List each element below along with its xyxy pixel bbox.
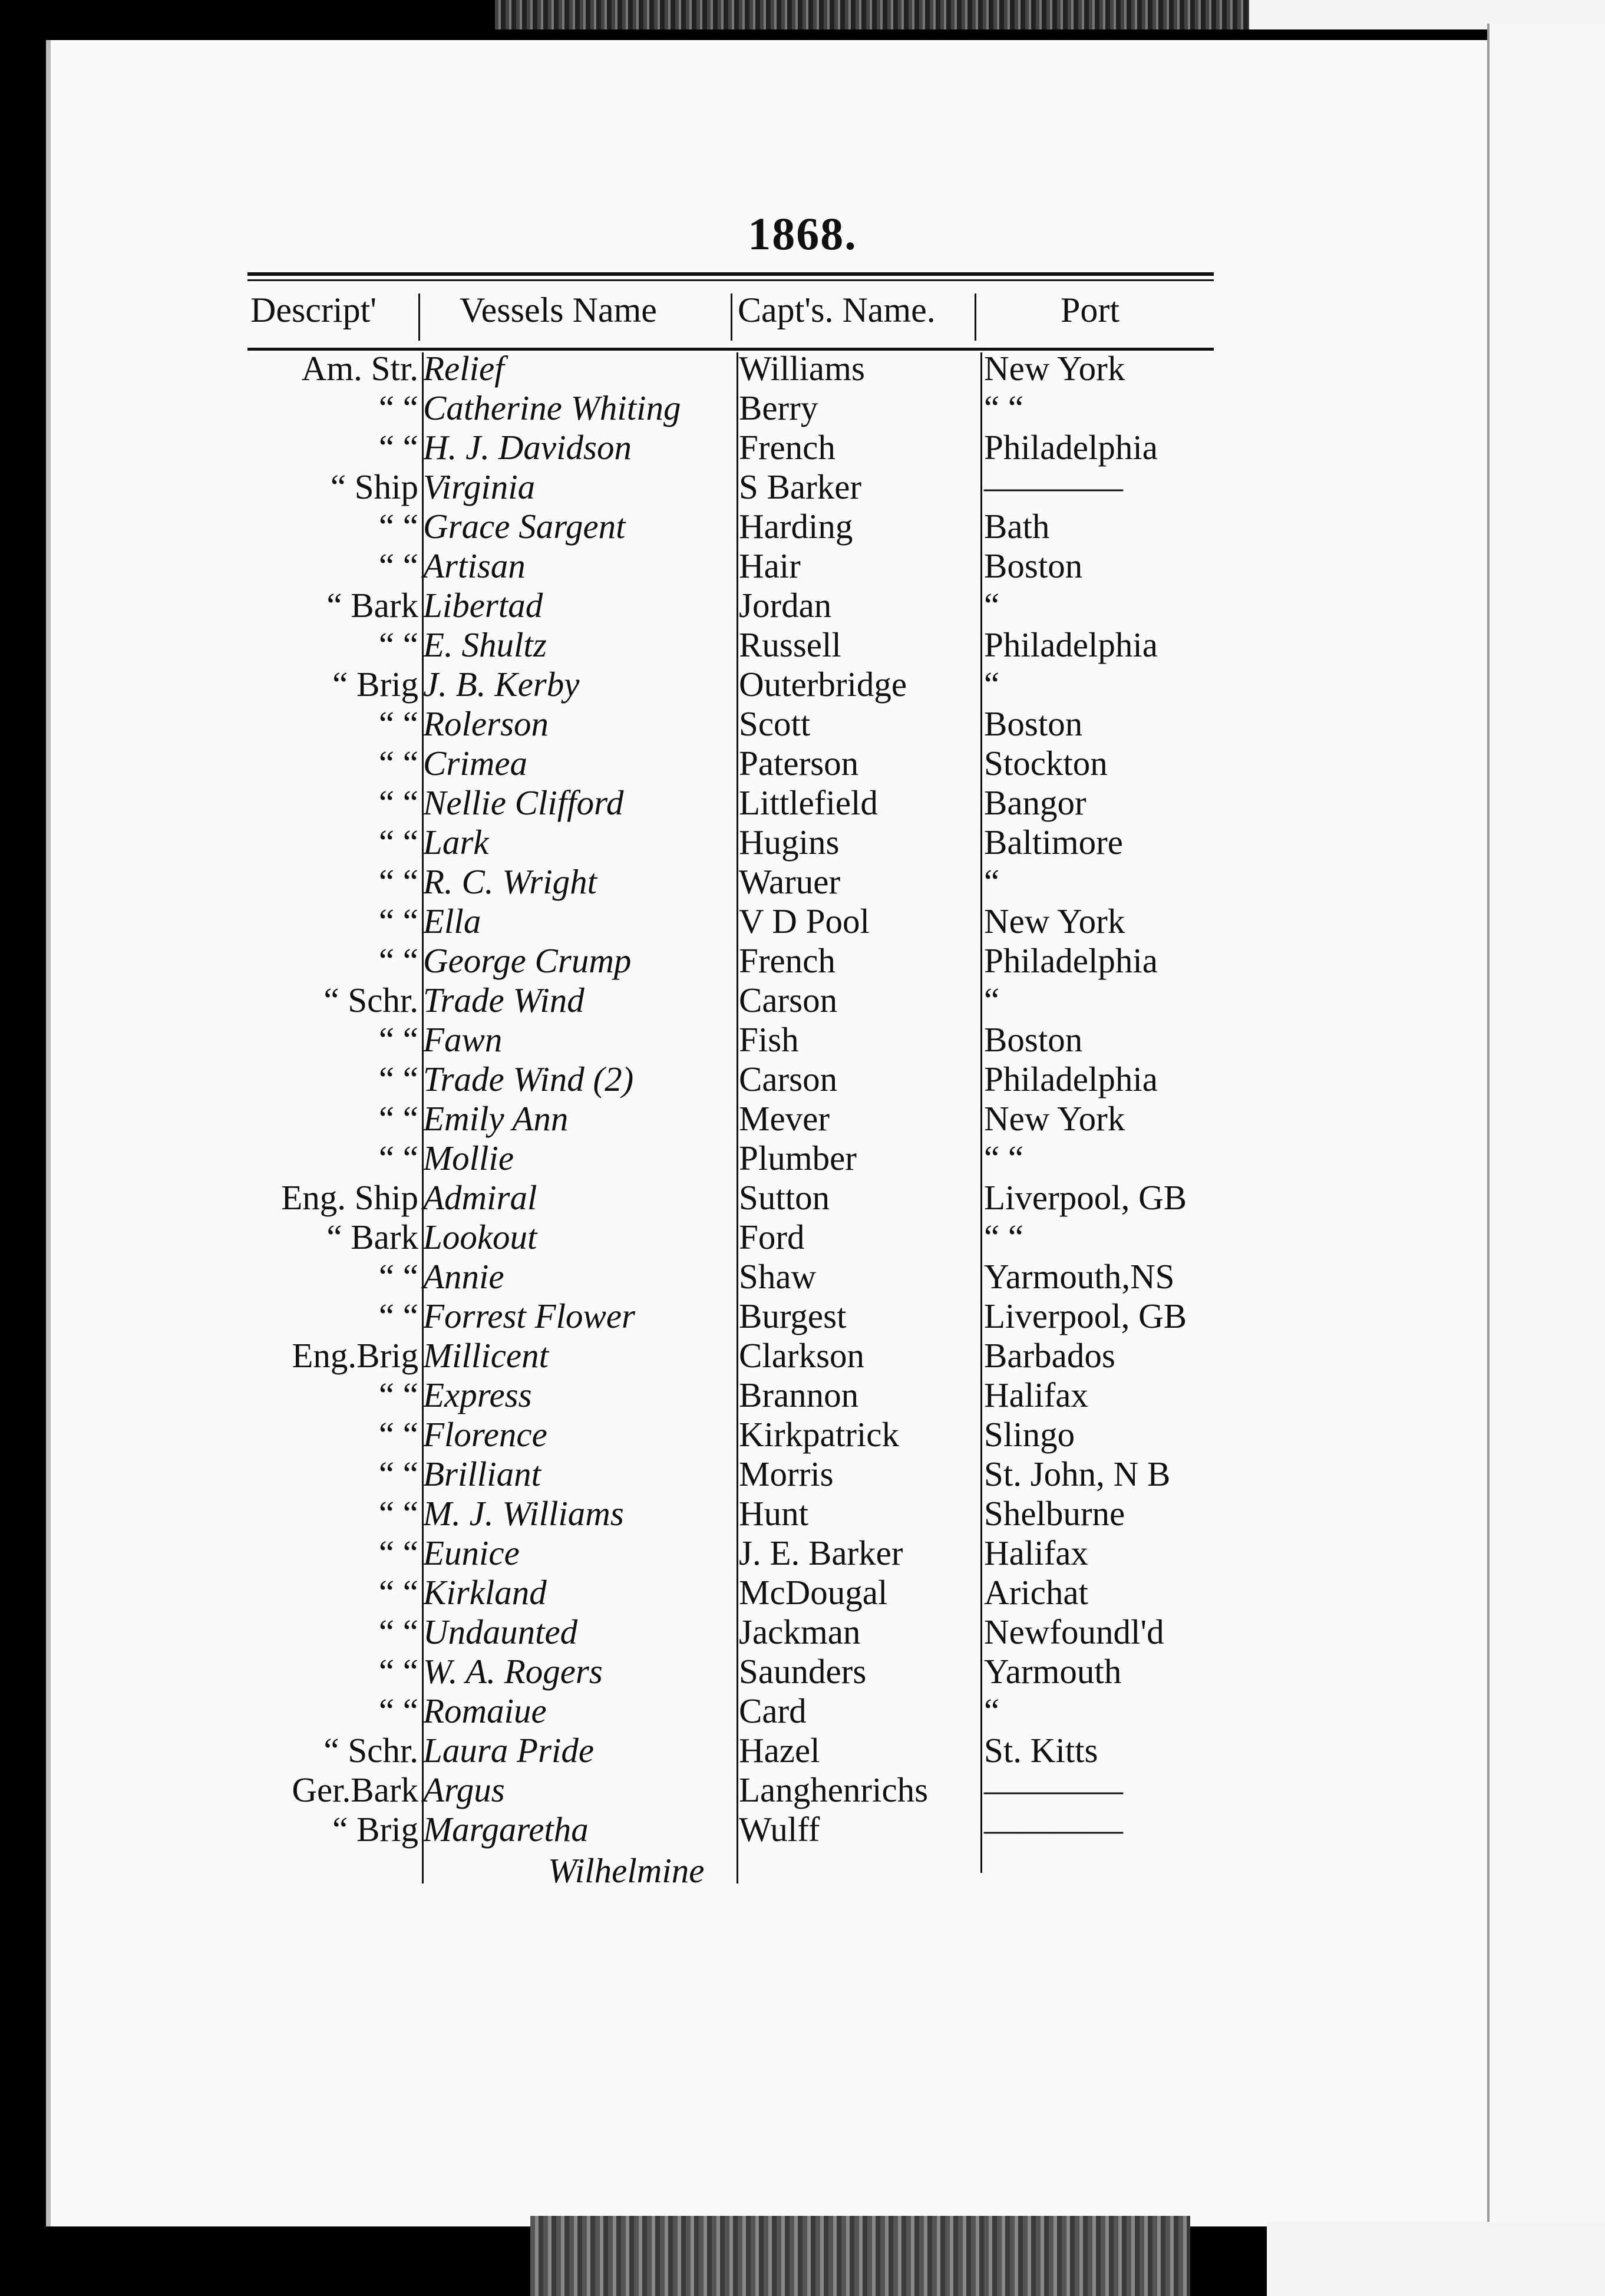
captain-name-cell: Littlefield [739, 783, 878, 822]
port-cell: Boston [984, 1020, 1083, 1059]
vessel-name-cell: Ella [423, 902, 481, 941]
vessel-name-cell: Lookout [423, 1218, 537, 1256]
descript-cell: “ “ [378, 1297, 418, 1335]
descript-cell: “ “ [378, 1454, 418, 1493]
table-row [0, 1573, 1605, 1612]
vessel-name-cell: Brilliant [423, 1454, 541, 1493]
port-cell: ———— [984, 1810, 1123, 1849]
descript-cell: “ “ [378, 783, 418, 822]
table-row [0, 1297, 1605, 1336]
captain-name-cell: Fish [739, 1020, 799, 1059]
descript-cell: “ “ [378, 507, 418, 546]
port-cell: “ “ [984, 388, 1024, 427]
table-row [0, 625, 1605, 665]
captain-name-cell: Saunders [739, 1652, 867, 1691]
descript-cell: “ “ [378, 428, 418, 467]
captain-name-cell: S Barker [739, 467, 862, 506]
table-row [0, 981, 1605, 1020]
vessel-name-cell: Virginia [423, 467, 536, 506]
descript-cell: “ Brig [332, 665, 418, 704]
port-cell: Shelburne [984, 1494, 1125, 1533]
vessel-name-cell: Margaretha [423, 1810, 589, 1849]
port-cell: “ [984, 862, 1000, 901]
port-cell: Halifax [984, 1533, 1088, 1572]
port-cell: Yarmouth [984, 1652, 1122, 1691]
port-cell: New York [984, 349, 1125, 388]
vessel-name-cell: Emily Ann [423, 1099, 569, 1138]
captain-name-cell: Hugins [739, 823, 840, 862]
descript-cell: “ “ [378, 1652, 418, 1691]
vessel-name-cell: Catherine Whiting [423, 388, 681, 427]
table-row [0, 1139, 1605, 1178]
vessel-name-cell: Annie [423, 1257, 504, 1296]
table-row [0, 1770, 1605, 1810]
vessel-name-cell: Millicent [423, 1336, 549, 1375]
captain-name-cell: McDougal [739, 1573, 888, 1612]
scan-border-top [495, 0, 1249, 29]
port-cell: “ “ [984, 1218, 1024, 1256]
table-row [0, 349, 1605, 388]
descript-cell: “ “ [378, 1257, 418, 1296]
table-row [0, 1691, 1605, 1731]
table-row [0, 783, 1605, 823]
captain-name-cell: Shaw [739, 1257, 817, 1296]
descript-cell: “ Ship [330, 467, 418, 506]
table-row [0, 428, 1605, 467]
port-cell: Newfoundl'd [984, 1612, 1164, 1651]
vessel-name-cell: E. Shultz [423, 625, 547, 664]
port-cell: “ [984, 665, 1000, 704]
port-cell: Baltimore [984, 823, 1123, 862]
table-row [0, 1731, 1605, 1770]
page-title-year: 1868. [748, 208, 857, 259]
table-row [0, 1810, 1605, 1849]
port-cell: Barbados [984, 1336, 1115, 1375]
table-row [0, 862, 1605, 902]
port-cell: St. Kitts [984, 1731, 1098, 1770]
table-row [0, 467, 1605, 507]
vessel-name-cell: W. A. Rogers [423, 1652, 603, 1691]
descript-cell: “ “ [378, 546, 418, 585]
captain-name-cell: French [739, 941, 835, 980]
descript-cell: “ “ [378, 1691, 418, 1730]
header-divider-1 [418, 293, 420, 341]
table-row [0, 1494, 1605, 1533]
vessel-name-cell: Eunice [423, 1533, 520, 1572]
table-row [0, 507, 1605, 546]
descript-cell: “ “ [378, 1060, 418, 1098]
vessel-name-cell: Undaunted [423, 1612, 578, 1651]
vessel-name-cell: Rolerson [423, 704, 549, 743]
header-descript: Descript' [250, 291, 377, 329]
descript-cell: “ “ [378, 823, 418, 862]
table-row [0, 744, 1605, 783]
captain-name-cell: Williams [739, 349, 865, 388]
port-cell: Liverpool, GB [984, 1297, 1187, 1335]
captain-name-cell: Jackman [739, 1612, 861, 1651]
table-row [0, 823, 1605, 862]
port-cell: ———— [984, 1770, 1123, 1809]
vessel-name-cell: Libertad [423, 586, 543, 625]
captain-name-cell: French [739, 428, 835, 467]
vessel-name-cell: Argus [423, 1770, 505, 1809]
captain-name-cell: Burgest [739, 1297, 847, 1335]
descript-cell: “ “ [378, 862, 418, 901]
captain-name-cell: Plumber [739, 1139, 857, 1177]
port-cell: Philadelphia [984, 941, 1158, 980]
vessel-name-cell: Express [423, 1375, 532, 1414]
descript-cell: “ “ [378, 1099, 418, 1138]
descript-cell: “ “ [378, 388, 418, 427]
table-row [0, 1020, 1605, 1060]
header-divider-3 [975, 293, 976, 341]
header-divider-2 [731, 293, 732, 341]
table-row [0, 1178, 1605, 1218]
vessel-name-cell: M. J. Williams [423, 1494, 624, 1533]
captain-name-cell: Paterson [739, 744, 859, 783]
descript-cell: “ Schr. [323, 981, 418, 1020]
vessel-name-cell: R. C. Wright [423, 862, 597, 901]
captain-name-cell: Hair [739, 546, 801, 585]
port-cell: New York [984, 1099, 1125, 1138]
port-cell: Halifax [984, 1375, 1088, 1414]
captain-name-cell: Harding [739, 507, 853, 546]
descript-cell: “ “ [378, 1415, 418, 1454]
vessel-name-cell: Crimea [423, 744, 527, 783]
captain-name-cell: Sutton [739, 1178, 830, 1217]
port-cell: St. John, N B [984, 1454, 1171, 1493]
table-row [0, 665, 1605, 704]
descript-cell: “ Bark [326, 1218, 418, 1256]
port-cell: Boston [984, 546, 1083, 585]
table-row [0, 1454, 1605, 1494]
header-rule-double [247, 279, 1214, 281]
descript-cell: “ “ [378, 1533, 418, 1572]
descript-cell: “ “ [378, 941, 418, 980]
vessel-name-continuation: Wilhelmine [548, 1851, 705, 1890]
port-cell: Boston [984, 704, 1083, 743]
table-row [0, 1099, 1605, 1139]
descript-cell: “ “ [378, 1139, 418, 1177]
port-cell: Philadelphia [984, 1060, 1158, 1098]
captain-name-cell: Mever [739, 1099, 830, 1138]
captain-name-cell: J. E. Barker [739, 1533, 903, 1572]
header-rule-top [247, 272, 1214, 276]
descript-cell: “ “ [378, 1612, 418, 1651]
table-row [0, 1060, 1605, 1099]
port-cell: “ “ [984, 1139, 1024, 1177]
vessel-name-cell: Trade Wind (2) [423, 1060, 634, 1098]
scan-border-bottom [530, 2216, 1190, 2296]
vessel-name-cell: Florence [423, 1415, 547, 1454]
port-cell: “ [984, 586, 1000, 625]
captain-name-cell: Card [739, 1691, 807, 1730]
vessel-name-cell: Fawn [423, 1020, 503, 1059]
captain-name-cell: Carson [739, 981, 838, 1020]
captain-name-cell: Brannon [739, 1375, 859, 1414]
port-cell: Liverpool, GB [984, 1178, 1187, 1217]
captain-name-cell: Langhenrichs [739, 1770, 929, 1809]
captain-name-cell: Russell [739, 625, 841, 664]
captain-name-cell: Morris [739, 1454, 834, 1493]
port-cell: ———— [984, 467, 1123, 506]
captain-name-cell: Carson [739, 1060, 838, 1098]
descript-cell: “ “ [378, 1494, 418, 1533]
port-cell: Bangor [984, 783, 1086, 822]
descript-cell: “ “ [378, 744, 418, 783]
captain-name-cell: Jordan [739, 586, 832, 625]
port-cell: Bath [984, 507, 1050, 546]
descript-cell: Ger.Bark [292, 1770, 418, 1809]
table-row [0, 1533, 1605, 1573]
table-row [0, 586, 1605, 625]
scan-border-bottom-right [1267, 2222, 1605, 2296]
vessel-name-cell: Forrest Flower [423, 1297, 635, 1335]
table-row [0, 1257, 1605, 1297]
vessel-name-cell: Nellie Clifford [423, 783, 624, 822]
descript-cell: “ Bark [326, 586, 418, 625]
table-row [0, 704, 1605, 744]
descript-cell: “ Schr. [323, 1731, 418, 1770]
table-row [0, 1612, 1605, 1652]
descript-cell: “ “ [378, 625, 418, 664]
vessel-name-cell: George Crump [423, 941, 632, 980]
vessel-name-cell: Romaiue [423, 1691, 547, 1730]
captain-name-cell: Clarkson [739, 1336, 865, 1375]
descript-cell: “ “ [378, 902, 418, 941]
table-row [0, 546, 1605, 586]
vessel-name-cell: Mollie [423, 1139, 514, 1177]
vessel-name-cell: J. B. Kerby [423, 665, 580, 704]
descript-cell: Eng.Brig [292, 1336, 418, 1375]
vessel-name-cell: Artisan [423, 546, 526, 585]
captain-name-cell: Waruer [739, 862, 841, 901]
table-row [0, 388, 1605, 428]
vessel-name-cell: Trade Wind [423, 981, 584, 1020]
captain-name-cell: Berry [739, 388, 818, 427]
descript-cell: Eng. Ship [281, 1178, 418, 1217]
vessel-name-cell: Kirkland [423, 1573, 547, 1612]
vessel-name-cell: Admiral [423, 1178, 537, 1217]
port-cell: Slingo [984, 1415, 1075, 1454]
captain-name-cell: Wulff [739, 1810, 820, 1849]
descript-cell: Am. Str. [301, 349, 418, 388]
table-row [0, 1415, 1605, 1454]
table-row [0, 902, 1605, 941]
captain-name-cell: Hazel [739, 1731, 820, 1770]
descript-cell: “ “ [378, 1020, 418, 1059]
descript-cell: “ Brig [332, 1810, 418, 1849]
header-captain-name: Capt's. Name. [738, 291, 936, 329]
port-cell: Arichat [984, 1573, 1088, 1612]
vessel-name-cell: Relief [423, 349, 504, 388]
captain-name-cell: V D Pool [739, 902, 870, 941]
captain-name-cell: Scott [739, 704, 811, 743]
port-cell: Yarmouth,NS [984, 1257, 1175, 1296]
table-row [0, 1336, 1605, 1375]
vessel-name-cell: Lark [423, 823, 489, 862]
captain-name-cell: Kirkpatrick [739, 1415, 899, 1454]
port-cell: “ [984, 1691, 1000, 1730]
descript-cell: “ “ [378, 704, 418, 743]
captain-name-cell: Ford [739, 1218, 805, 1256]
descript-cell: “ “ [378, 1573, 418, 1612]
port-cell: “ [984, 981, 1000, 1020]
port-cell: Philadelphia [984, 625, 1158, 664]
table-row [0, 941, 1605, 981]
table-row [0, 1218, 1605, 1257]
vessel-name-cell: H. J. Davidson [423, 428, 632, 467]
vessel-name-cell: Laura Pride [423, 1731, 595, 1770]
table-row [0, 1375, 1605, 1415]
captain-name-cell: Hunt [739, 1494, 808, 1533]
captain-name-cell: Outerbridge [739, 665, 907, 704]
port-cell: Stockton [984, 744, 1108, 783]
header-port: Port [1061, 291, 1120, 329]
table-row [0, 1652, 1605, 1691]
descript-cell: “ “ [378, 1375, 418, 1414]
port-cell: New York [984, 902, 1125, 941]
header-vessel-name: Vessels Name [460, 291, 657, 329]
vessel-name-cell: Grace Sargent [423, 507, 626, 546]
port-cell: Philadelphia [984, 428, 1158, 467]
